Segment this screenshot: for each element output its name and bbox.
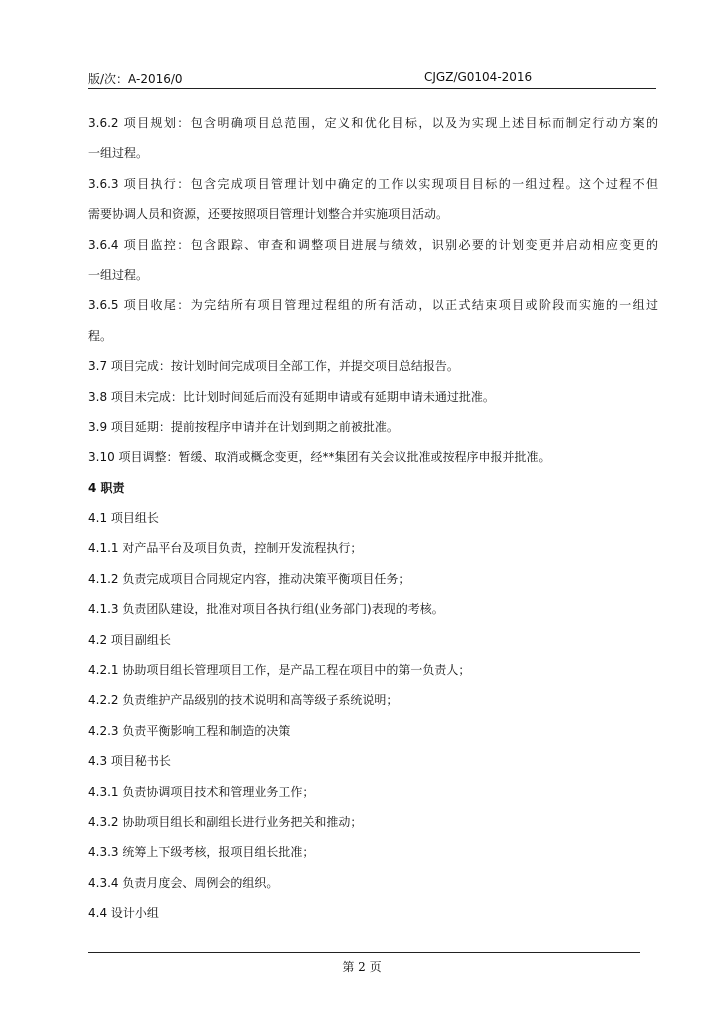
version-label: 版/次：A-2016/0 — [88, 72, 183, 86]
paragraph-line: 3.7 项目完成：按计划时间完成项目全部工作，并提交项目总结报告。 — [88, 359, 459, 374]
paragraph-line: 3.6.5 项目收尾：为完结所有项目管理过程组的所有活动，以正式结束项目或阶段而实施的一组过 — [88, 298, 658, 313]
paragraph-line: 4.3.1 负责协调项目技术和管理业务工作； — [88, 784, 315, 799]
paragraph-line: 3.10 项目调整：暂缓、取消或概念变更，经**集团有关会议批准或按程序申报并批准。 — [88, 450, 551, 465]
document-body — [88, 114, 658, 935]
paragraph-line: 4.3.2 协助项目组长和副组长进行业务把关和推动； — [88, 814, 363, 829]
paragraph-line: 4.1.3 负责团队建设，批准对项目各执行组(业务部门)表现的考核。 — [88, 602, 444, 617]
paragraph-line: 一组过程。 — [88, 146, 149, 161]
paragraph-line: 3.8 项目未完成：比计划时间延后而没有延期申请或有延期申请未通过批准。 — [88, 389, 495, 404]
paragraph-line: 4.2.3 负责平衡影响工程和制造的决策 — [88, 723, 291, 738]
page-header — [88, 68, 656, 89]
paragraph-line: 需要协调人员和资源，还要按照项目管理计划整合并实施项目活动。 — [88, 207, 449, 222]
paragraph-line: 4.1.2 负责完成项目合同规定内容，推动决策平衡项目任务； — [88, 571, 411, 586]
paragraph-line: 4.3.4 负责月度会、周例会的组织。 — [88, 875, 279, 890]
paragraph-line: 一组过程。 — [88, 267, 149, 282]
paragraph-line: 4.2.1 协助项目组长管理项目工作，是产品工程在项目中的第一负责人； — [88, 663, 471, 678]
paragraph-line: 4.1.1 对产品平台及项目负责，控制开发流程执行； — [88, 541, 363, 556]
paragraph-line: 4.2.2 负责维护产品级别的技术说明和高等级子系统说明； — [88, 693, 399, 708]
paragraph-line: 程。 — [88, 328, 113, 343]
paragraph-line: 4.4 设计小组 — [88, 906, 159, 921]
paragraph-line: 4.1 项目组长 — [88, 511, 159, 526]
paragraph-line: 4.3 项目秘书长 — [88, 754, 171, 769]
footer-divider — [88, 952, 640, 953]
paragraph-line: 3.9 项目延期：提前按程序申请并在计划到期之前被批准。 — [88, 419, 399, 434]
paragraph-line: 3.6.3 项目执行：包含完成项目管理计划中确定的工作以实现项目目标的一组过程。这个过程不但 — [88, 176, 658, 191]
paragraph-line: 3.6.2 项目规划：包含明确项目总范围，定义和优化目标，以及为实现上述目标而制定行动方案的 — [88, 116, 658, 130]
section-heading: 4 职责 — [88, 480, 125, 495]
paragraph-line: 3.6.4 项目监控：包含跟踪、审查和调整项目进展与绩效，识别必要的计划变更并启动相应变更的 — [88, 237, 658, 252]
document-code: CJGZ/G0104-2016 — [424, 70, 533, 84]
paragraph-line: 4.2 项目副组长 — [88, 632, 171, 647]
paragraph-line: 4.3.3 统筹上下级考核，报项目组长批准； — [88, 845, 315, 860]
page-number: 第 2 页 — [342, 960, 382, 974]
